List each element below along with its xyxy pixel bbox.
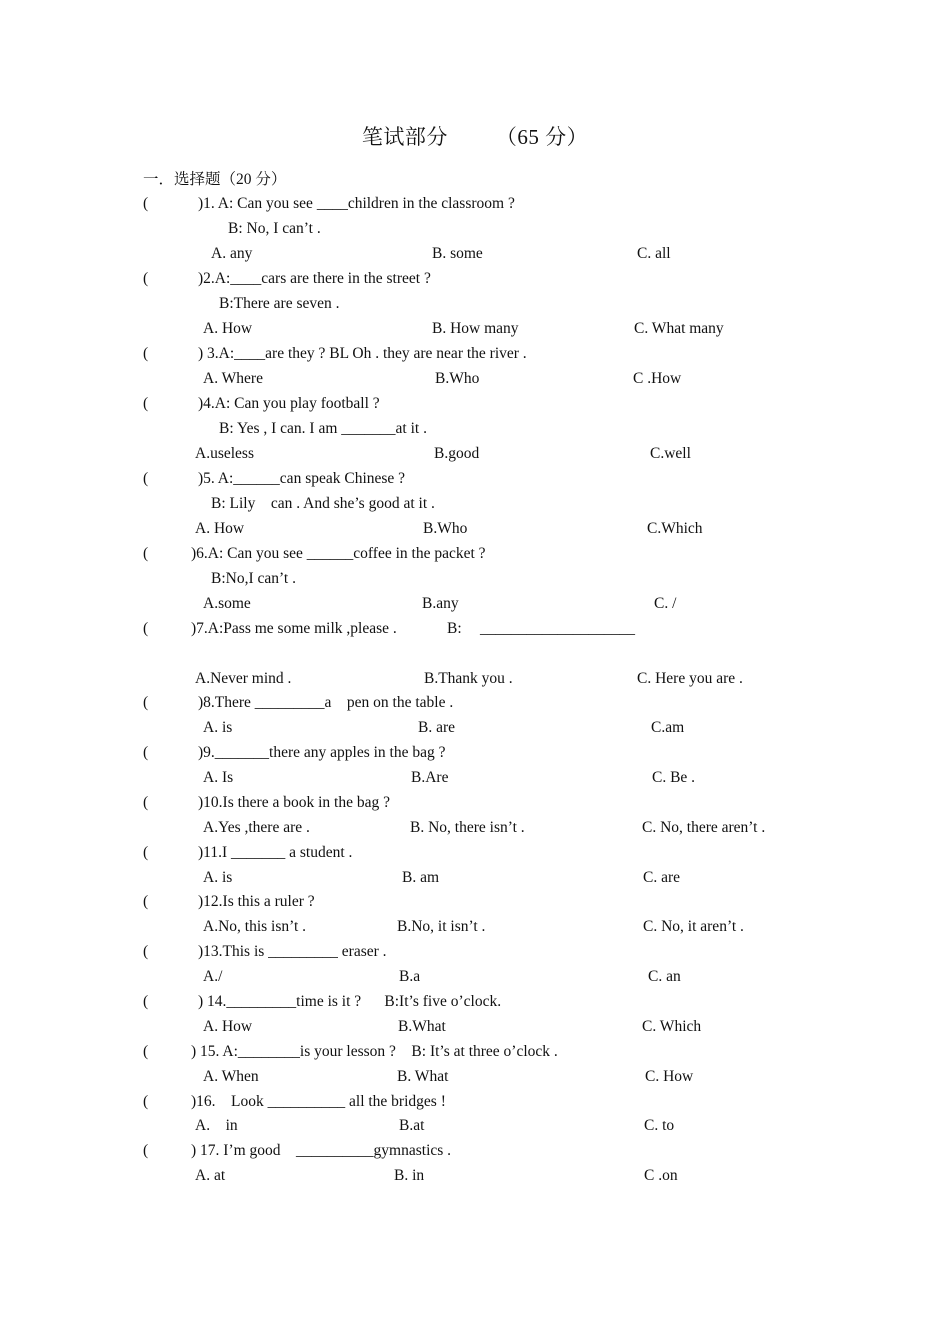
option-c: C. all xyxy=(637,245,671,262)
question-stem: )11.I _______ a student . xyxy=(198,844,353,861)
question-3-options xyxy=(0,366,950,391)
question-3 xyxy=(0,341,950,366)
answer-paren: ( xyxy=(143,694,149,711)
answer-paren: ( xyxy=(143,1043,149,1060)
question-1-options xyxy=(0,241,950,266)
question-12-options xyxy=(0,914,950,939)
option-a: A. in xyxy=(195,1117,238,1134)
option-c: C.well xyxy=(650,445,691,462)
option-c: C. / xyxy=(654,595,677,612)
answer-paren: ( xyxy=(143,345,149,362)
option-b: B. am xyxy=(402,869,440,886)
question-16-options xyxy=(0,1113,950,1138)
question-stem: )12.Is this a ruler ? xyxy=(198,893,315,910)
question-11-options xyxy=(0,865,950,890)
option-c: C.am xyxy=(651,719,685,736)
section-heading: 一．选择题（20 分） xyxy=(143,171,287,188)
question-10 xyxy=(0,790,950,815)
option-a: A. How xyxy=(195,520,245,537)
question-stem: )4.A: Can you play football ? xyxy=(198,395,380,412)
question-1 xyxy=(0,191,950,216)
question-6-options xyxy=(0,591,950,616)
question-4-reply xyxy=(0,416,950,441)
question-reply: B: No, I can’t . xyxy=(228,220,321,237)
option-a: A.useless xyxy=(195,445,254,462)
question-stem: )1. A: Can you see ____children in the classroom ? xyxy=(198,195,515,212)
option-b: B. What xyxy=(397,1068,449,1085)
question-7 xyxy=(0,616,950,641)
question-17-options xyxy=(0,1163,950,1188)
option-a: A. How xyxy=(203,1018,253,1035)
option-c: C .on xyxy=(644,1167,678,1184)
question-stem: )13.This is _________ eraser . xyxy=(198,943,387,960)
answer-paren: ( xyxy=(143,993,149,1010)
question-11 xyxy=(0,840,950,865)
question-5-reply xyxy=(0,491,950,516)
title-text: 笔试部分 xyxy=(361,125,448,149)
question-4 xyxy=(0,391,950,416)
answer-paren: ( xyxy=(143,620,149,637)
option-a: A.Never mind . xyxy=(195,670,292,687)
question-4-options xyxy=(0,441,950,466)
question-12 xyxy=(0,889,950,914)
option-a: A. at xyxy=(195,1167,226,1184)
question-stem: )10.Is there a book in the bag ? xyxy=(198,794,390,811)
question-stem: )5. A:______can speak Chinese ? xyxy=(198,470,406,487)
question-9-options xyxy=(0,765,950,790)
question-stem: )16. Look __________ all the bridges ! xyxy=(191,1093,446,1110)
option-c: C. Here you are . xyxy=(637,670,743,687)
option-a: A. When xyxy=(203,1068,259,1085)
option-b: B.Who xyxy=(423,520,468,537)
option-c: C.Which xyxy=(647,520,703,537)
option-c: C. How xyxy=(645,1068,694,1085)
question-b-label: B: xyxy=(447,620,462,637)
answer-paren: ( xyxy=(143,395,149,412)
question-2-options xyxy=(0,316,950,341)
option-b: B. in xyxy=(394,1167,425,1184)
option-b: B. How many xyxy=(432,320,519,337)
question-14 xyxy=(0,989,950,1014)
option-c: C. No, there aren’t . xyxy=(642,819,766,836)
option-b: B.good xyxy=(434,445,480,462)
question-2-reply xyxy=(0,291,950,316)
option-a: A. is xyxy=(203,719,233,736)
option-a: A. Where xyxy=(203,370,263,387)
option-a: A.Yes ,there are . xyxy=(203,819,310,836)
option-c: C .How xyxy=(633,370,682,387)
option-b: B. some xyxy=(432,245,483,262)
question-15 xyxy=(0,1039,950,1064)
option-b: B.at xyxy=(399,1117,425,1134)
answer-paren: ( xyxy=(143,943,149,960)
question-stem: )8.There _________a pen on the table . xyxy=(198,694,454,711)
question-9 xyxy=(0,740,950,765)
option-b: B.Who xyxy=(435,370,480,387)
option-c: C. Be . xyxy=(652,769,696,786)
answer-paren: ( xyxy=(143,470,149,487)
option-b: B.Are xyxy=(411,769,449,786)
question-stem: )9._______there any apples in the bag ? xyxy=(198,744,446,761)
question-5-options xyxy=(0,516,950,541)
option-c: C. Which xyxy=(642,1018,702,1035)
answer-blank: ____________________ xyxy=(480,620,635,637)
option-a: A. Is xyxy=(203,769,234,786)
answer-paren: ( xyxy=(143,744,149,761)
option-b: B.a xyxy=(399,968,421,985)
option-b: B.any xyxy=(422,595,459,612)
option-c: C. an xyxy=(648,968,681,985)
question-stem: )7.A:Pass me some milk ,please . xyxy=(191,620,397,637)
option-a: A. any xyxy=(211,245,253,262)
option-a: A.some xyxy=(203,595,251,612)
question-16 xyxy=(0,1089,950,1114)
question-stem: ) 3.A:____are they ? BL Oh . they are near the river . xyxy=(198,345,527,362)
answer-paren: ( xyxy=(143,545,149,562)
option-a: A. is xyxy=(203,869,233,886)
question-2 xyxy=(0,266,950,291)
option-c: C. What many xyxy=(634,320,724,337)
question-15-options xyxy=(0,1064,950,1089)
answer-paren: ( xyxy=(143,195,149,212)
question-7-options xyxy=(0,666,950,691)
answer-paren: ( xyxy=(143,270,149,287)
option-b: B. No, there isn’t . xyxy=(410,819,525,836)
answer-paren: ( xyxy=(143,844,149,861)
option-c: C. to xyxy=(644,1117,675,1134)
question-6 xyxy=(0,541,950,566)
option-b: B.No, it isn’t . xyxy=(397,918,486,935)
option-b: B.Thank you . xyxy=(424,670,513,687)
question-stem: )6.A: Can you see ______coffee in the packet ? xyxy=(191,545,486,562)
question-stem: ) 14._________time is it ? B:It’s five o’clock. xyxy=(198,993,502,1010)
question-13 xyxy=(0,939,950,964)
page-title xyxy=(0,121,950,151)
answer-paren: ( xyxy=(143,794,149,811)
option-b: B.What xyxy=(398,1018,446,1035)
option-a: A./ xyxy=(203,968,223,985)
option-a: A.No, this isn’t . xyxy=(203,918,307,935)
question-13-options xyxy=(0,964,950,989)
question-8-options xyxy=(0,715,950,740)
question-17 xyxy=(0,1138,950,1163)
option-a: A. How xyxy=(203,320,253,337)
option-c: C. are xyxy=(643,869,681,886)
question-reply: B:There are seven . xyxy=(219,295,340,312)
title-score: （65 分） xyxy=(495,125,589,149)
question-reply: B: Yes , I can. I am _______at it . xyxy=(219,420,427,437)
question-stem: )2.A:____cars are there in the street ? xyxy=(198,270,431,287)
question-1-reply xyxy=(0,216,950,241)
question-reply: B: Lily can . And she’s good at it . xyxy=(211,495,435,512)
option-b: B. are xyxy=(418,719,456,736)
question-reply: B:No,I can’t . xyxy=(211,570,296,587)
question-10-options xyxy=(0,815,950,840)
question-stem: ) 17. I’m good __________gymnastics . xyxy=(191,1142,452,1159)
question-stem: ) 15. A:________is your lesson ? B: It’s at three o’clock . xyxy=(191,1043,558,1060)
option-c: C. No, it aren’t . xyxy=(643,918,744,935)
question-6-reply xyxy=(0,566,950,591)
question-8 xyxy=(0,690,950,715)
question-5 xyxy=(0,466,950,491)
answer-paren: ( xyxy=(143,1142,149,1159)
answer-paren: ( xyxy=(143,1093,149,1110)
answer-paren: ( xyxy=(143,893,149,910)
question-14-options xyxy=(0,1014,950,1039)
